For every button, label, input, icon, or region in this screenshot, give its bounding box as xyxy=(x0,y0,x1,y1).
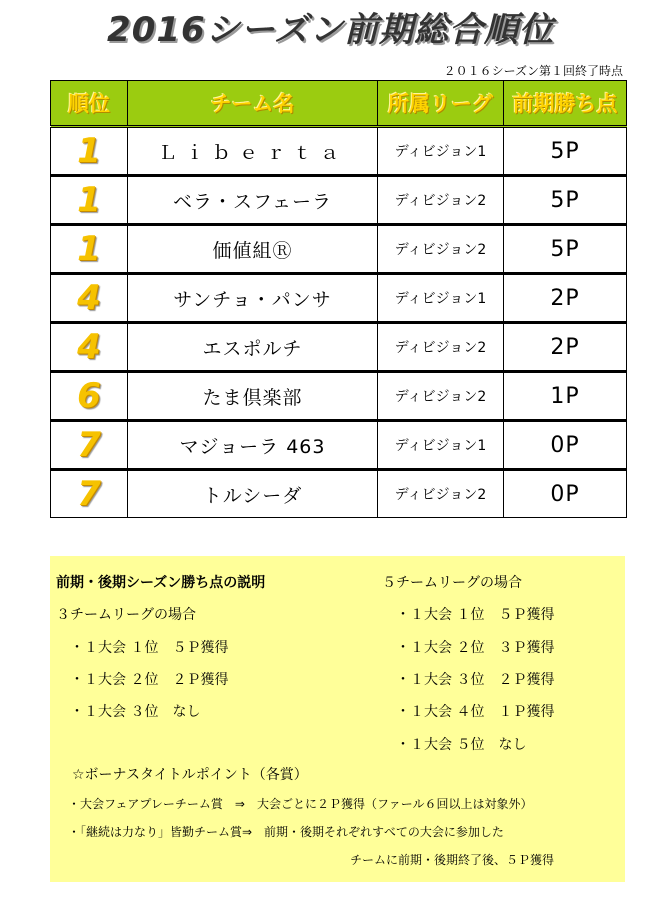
three-team-title: ３チームリーグの場合 xyxy=(56,607,196,623)
points-explanation-box xyxy=(50,556,625,882)
five-team-item: ・１大会 ４位 １Ｐ獲得 xyxy=(396,704,555,720)
league-cell: ディビジョン1 xyxy=(378,421,504,470)
team-cell: たま倶楽部 xyxy=(128,372,378,421)
as-of-note: ２０１６シーズン第１回終了時点 xyxy=(443,64,623,78)
table-row xyxy=(51,323,627,372)
rank-cell: 1 xyxy=(51,176,128,225)
points-cell: 0P xyxy=(504,470,627,518)
bonus-line: ・「継続は力なり」皆勤チーム賞⇒ 前期・後期それぞれすべての大会に参加した xyxy=(68,825,504,839)
five-team-item: ・１大会 ２位 ３Ｐ獲得 xyxy=(396,640,555,656)
standings-table xyxy=(50,80,627,518)
header-points: 前期勝ち点 xyxy=(504,81,627,127)
points-cell: 2P xyxy=(504,274,627,323)
league-cell: ディビジョン2 xyxy=(378,176,504,225)
league-cell: ディビジョン2 xyxy=(378,470,504,518)
header-rank: 順位 xyxy=(51,81,128,127)
league-cell: ディビジョン1 xyxy=(378,274,504,323)
table-row xyxy=(51,225,627,274)
five-team-title: ５チームリーグの場合 xyxy=(382,575,522,591)
team-cell: 価値組Ⓡ xyxy=(128,225,378,274)
rank-cell: 1 xyxy=(51,225,128,274)
team-cell: トルシーダ xyxy=(128,470,378,518)
bonus-title: ☆ボーナスタイトルポイント（各賞） xyxy=(72,767,308,783)
header-team: チーム名 xyxy=(128,81,378,127)
points-cell: 5P xyxy=(504,127,627,176)
team-cell: エスポルチ xyxy=(128,323,378,372)
rank-cell: 7 xyxy=(51,470,128,518)
league-cell: ディビジョン2 xyxy=(378,372,504,421)
team-cell: ベラ・スフェーラ xyxy=(128,176,378,225)
points-cell: 0P xyxy=(504,421,627,470)
rank-cell: 7 xyxy=(51,421,128,470)
team-cell: サンチョ・パンサ xyxy=(128,274,378,323)
header-league: 所属リーグ xyxy=(378,81,504,127)
table-row xyxy=(51,421,627,470)
three-team-item: ・１大会 ２位 ２Ｐ獲得 xyxy=(70,672,229,688)
table-header-row xyxy=(51,81,627,127)
rank-cell: 4 xyxy=(51,274,128,323)
bonus-line: チームに前期・後期終了後、５Ｐ獲得 xyxy=(350,853,555,867)
points-cell: 5P xyxy=(504,176,627,225)
rank-cell: 6 xyxy=(51,372,128,421)
notes-heading: 前期・後期シーズン勝ち点の説明 xyxy=(56,575,266,591)
points-cell: 1P xyxy=(504,372,627,421)
table-row xyxy=(51,372,627,421)
five-team-item: ・１大会 ３位 ２Ｐ獲得 xyxy=(396,672,555,688)
table-row xyxy=(51,470,627,518)
three-team-item: ・１大会 １位 ５Ｐ獲得 xyxy=(70,640,229,656)
five-team-item: ・１大会 ５位 なし xyxy=(396,737,527,753)
table-row xyxy=(51,274,627,323)
league-cell: ディビジョン2 xyxy=(378,323,504,372)
rank-cell: 4 xyxy=(51,323,128,372)
page-title: 2016シーズン前期総合順位 xyxy=(107,10,554,50)
rank-cell: 1 xyxy=(51,127,128,176)
five-team-item: ・１大会 １位 ５Ｐ獲得 xyxy=(396,607,555,623)
team-cell: マジョーラ 463 xyxy=(128,421,378,470)
three-team-item: ・１大会 ３位 なし xyxy=(70,704,201,720)
points-cell: 2P xyxy=(504,323,627,372)
table-row xyxy=(51,176,627,225)
league-cell: ディビジョン2 xyxy=(378,225,504,274)
bonus-line: ・大会フェアプレーチーム賞 ⇒ 大会ごとに２Ｐ獲得（ファール６回以上は対象外） xyxy=(68,797,533,811)
team-cell: Ｌｉｂｅｒｔａ xyxy=(128,127,378,176)
table-row xyxy=(51,127,627,176)
points-cell: 5P xyxy=(504,225,627,274)
league-cell: ディビジョン1 xyxy=(378,127,504,176)
